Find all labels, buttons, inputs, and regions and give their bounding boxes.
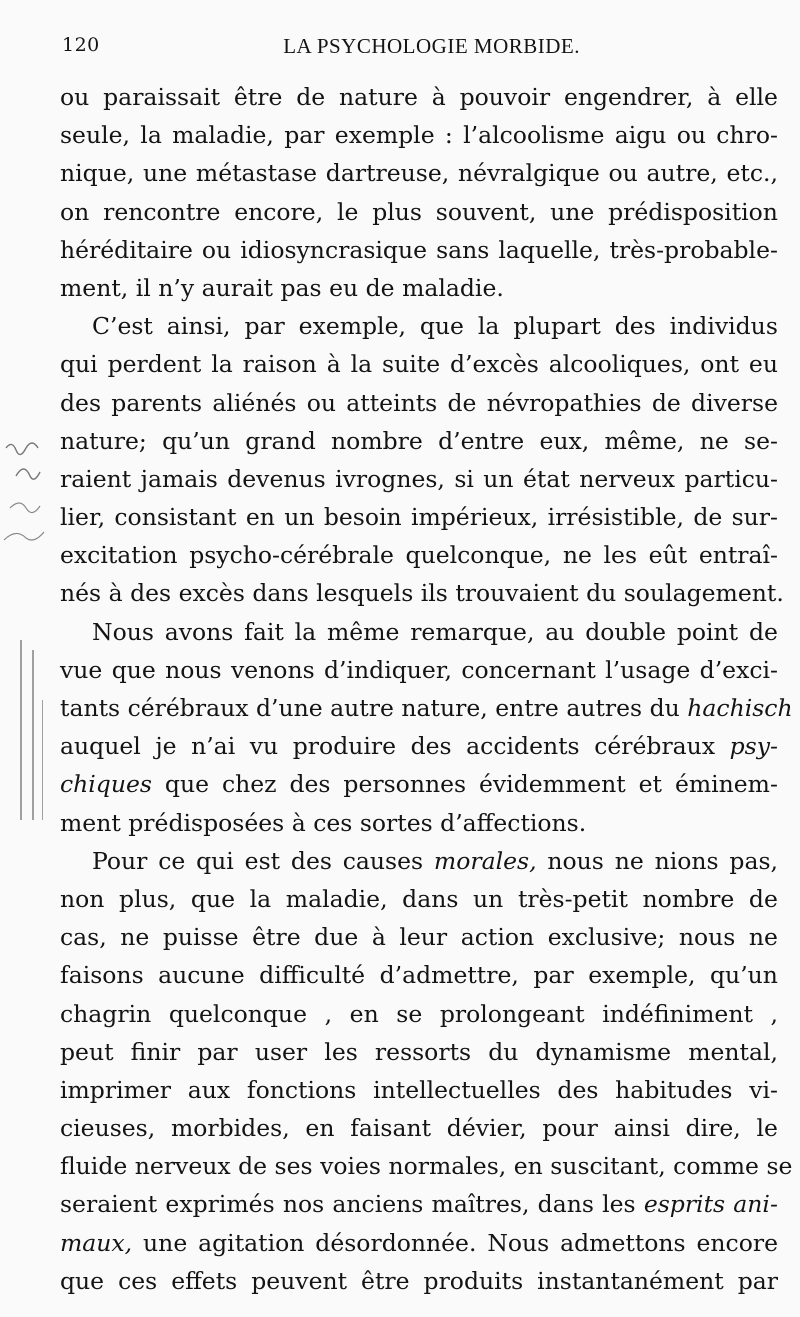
text-line: fluide nerveux de ses voies normales, en suscitant, comme se (60, 1152, 793, 1181)
text-line: Nous avons fait la même remarque, au double point de (92, 617, 778, 646)
margin-vertical-line (20, 640, 22, 820)
text-line: qui perdent la raison à la suite d’excès alcooliques, ont eu (60, 350, 778, 379)
text-line: vue que nous venons d’indiquer, concernant l’usage d’exci- (60, 655, 778, 684)
text-line: des parents aliénés ou atteints de névropathies de diverse (60, 388, 778, 417)
text-line: auquel je n’ai vu produire des accidents cérébraux psy- (60, 732, 778, 761)
text-line: C’est ainsi, par exemple, que la plupart des individus (92, 312, 778, 341)
running-title: LA PSYCHOLOGIE MORBIDE. (283, 34, 580, 58)
text-line: tants cérébraux d’une autre nature, entre autres du hachisch (60, 694, 793, 722)
text-line: excitation psycho-cérébrale quelconque, ne les eût entraî- (60, 541, 778, 570)
text-line: héréditaire ou idiosyncrasique sans laquelle, très-probable- (60, 235, 778, 264)
text-line: imprimer aux fonctions intellectuelles des habitudes vi- (60, 1075, 778, 1104)
text-line: Pour ce qui est des causes morales, nous ne nions pas, (92, 846, 778, 875)
margin-handwriting-mark (2, 428, 64, 558)
page-number: 120 (62, 34, 100, 56)
text-line: lier, consistant en un besoin impérieux, irrésistible, de sur- (60, 503, 778, 532)
text-line: nés à des excès dans lesquels ils trouvaient du soulagement. (60, 579, 784, 608)
text-line: seraient exprimés nos anciens maîtres, dans les esprits ani- (60, 1190, 778, 1219)
margin-vertical-line (42, 700, 43, 820)
text-line: que ces effets peuvent être produits instantanément par (60, 1266, 778, 1295)
page-header (62, 34, 580, 64)
margin-vertical-line (32, 650, 34, 820)
body-text (60, 78, 793, 1300)
text-line: ment prédisposées à ces sortes d’affections. (60, 808, 587, 837)
text-line: ou paraissait être de nature à pouvoir engendrer, à elle (60, 83, 778, 111)
text-line: chagrin quelconque , en se prolongeant indéfiniment , (60, 999, 778, 1028)
text-line: cieuses, morbides, en faisant dévier, pour ainsi dire, le (60, 1114, 778, 1143)
text-line: nique, une métastase dartreuse, névralgique ou autre, etc., (60, 159, 778, 188)
text-line: on rencontre encore, le plus souvent, une prédisposition (60, 197, 778, 226)
text-line: peut finir par user les ressorts du dynamisme mental, (60, 1037, 778, 1066)
text-line: cas, ne puisse être due à leur action exclusive; nous ne (60, 923, 778, 952)
text-line: seule, la maladie, par exemple : l’alcoolisme aigu ou chro- (60, 121, 778, 150)
text-line: non plus, que la maladie, dans un très-petit nombre de (60, 884, 778, 913)
text-line: maux, une agitation désordonnée. Nous admettons encore (60, 1228, 778, 1257)
text-line: nature; qu’un grand nombre d’entre eux, même, ne se- (60, 426, 778, 455)
text-line: chiques que chez des personnes évidemment et éminem- (60, 770, 778, 799)
text-line: faisons aucune difficulté d’admettre, par exemple, qu’un (60, 961, 778, 990)
text-line: raient jamais devenus ivrognes, si un état nerveux particu- (60, 464, 778, 493)
text-line: ment, il n’y aurait pas eu de maladie. (60, 273, 504, 302)
